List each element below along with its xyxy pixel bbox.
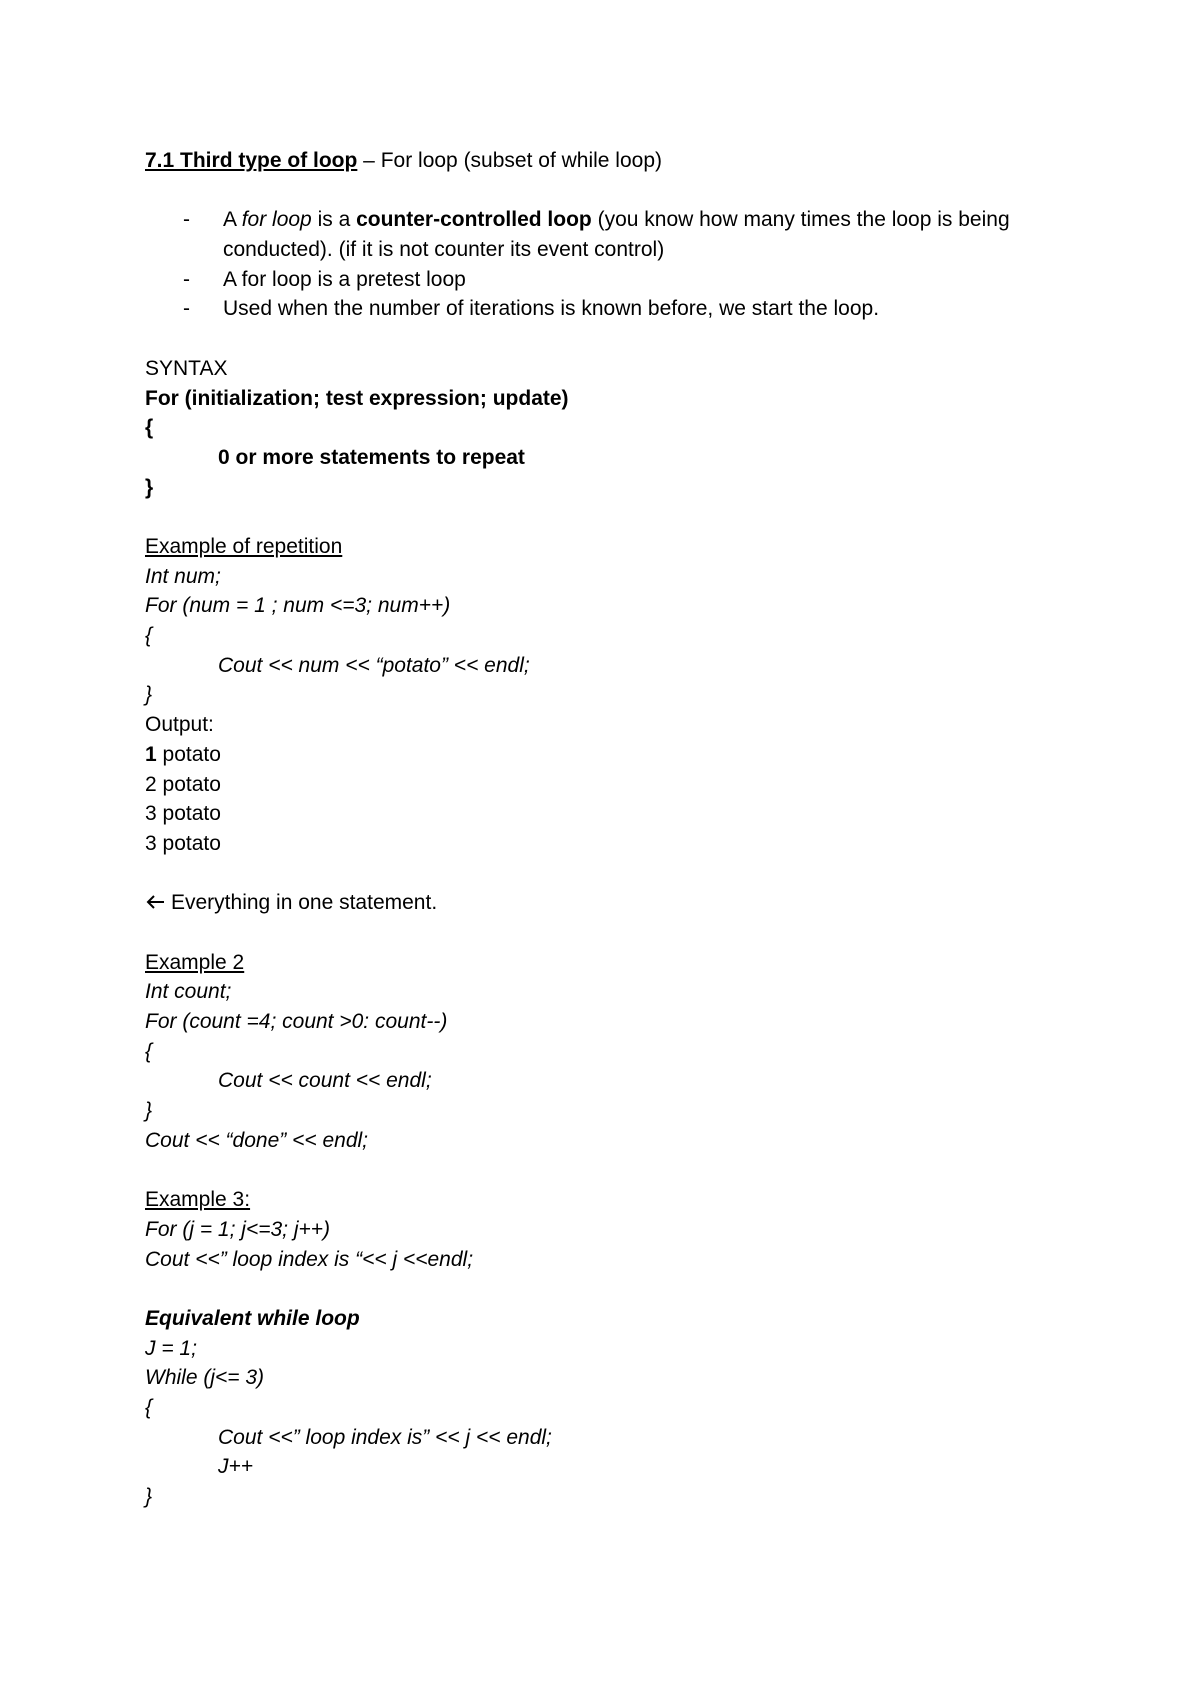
bullet-text: A for loop is a counter-controlled loop (you know how many times the loop is being conducted). (if it is not counter its event control)	[223, 208, 1010, 262]
section-heading	[145, 146, 1085, 176]
syntax-open-brace: {	[145, 416, 154, 440]
code-line: {	[145, 1039, 153, 1063]
code-line: }	[145, 683, 153, 707]
bullet-item	[145, 294, 1085, 324]
code-line: Int num;	[145, 564, 221, 588]
example3-title: Example 3:	[145, 1188, 251, 1212]
output-line: 3 potato	[145, 831, 221, 855]
code-line: Cout <<” loop index is” << j << endl;	[218, 1425, 552, 1449]
code-line: Cout << “done” << endl;	[145, 1128, 368, 1152]
code-line: While (j<= 3)	[145, 1366, 265, 1390]
heading-title: 7.1 Third type of loop	[145, 149, 358, 172]
code-line: Cout << count << endl;	[218, 1069, 432, 1093]
code-line: For (num = 1 ; num <=3; num++)	[145, 594, 451, 618]
left-arrow-icon	[145, 888, 171, 918]
code-line: }	[145, 1485, 153, 1508]
bullet-item	[145, 205, 1085, 264]
code-line: {	[145, 1395, 153, 1419]
code-line: For (count =4; count >0: count--)	[145, 1010, 448, 1033]
syntax-close-brace: }	[145, 475, 154, 499]
code-line: For (j = 1; j<=3; j++)	[145, 1217, 331, 1241]
note-text: Everything in one statement.	[171, 891, 438, 915]
equivalent-title: Equivalent while loop	[145, 1306, 360, 1330]
syntax-line: For (initialization; test expression; update)	[145, 386, 569, 410]
bullet-dash: -	[183, 267, 190, 291]
syntax-body: 0 or more statements to repeat	[218, 445, 525, 469]
output-line: 1 potato	[145, 742, 221, 766]
output-line: 3 potato	[145, 802, 221, 826]
syntax-label: SYNTAX	[145, 356, 228, 380]
bullet-item	[145, 265, 1085, 295]
code-line: Int count;	[145, 980, 232, 1004]
example1-title: Example of repetition	[145, 535, 343, 558]
code-line: }	[145, 1099, 153, 1123]
code-line: Cout << num << “potato” << endl;	[218, 653, 530, 677]
code-line: J = 1;	[145, 1336, 197, 1360]
bullet-dash: -	[183, 297, 190, 321]
output-label: Output:	[145, 713, 214, 737]
example2-title: Example 2	[145, 950, 245, 974]
code-line: J++	[218, 1455, 254, 1479]
note-line	[145, 888, 1085, 918]
bullet-dash: -	[183, 208, 190, 232]
bullet-text: Used when the number of iterations is known before, we start the loop.	[223, 297, 880, 321]
code-line: Cout <<” loop index is “<< j <<endl;	[145, 1247, 474, 1271]
bullet-text: A for loop is a pretest loop	[223, 267, 466, 291]
code-line: {	[145, 624, 153, 648]
heading-subtitle: – For loop (subset of while loop)	[357, 149, 662, 172]
document-content	[145, 146, 1085, 1512]
output-line: 2 potato	[145, 772, 221, 796]
